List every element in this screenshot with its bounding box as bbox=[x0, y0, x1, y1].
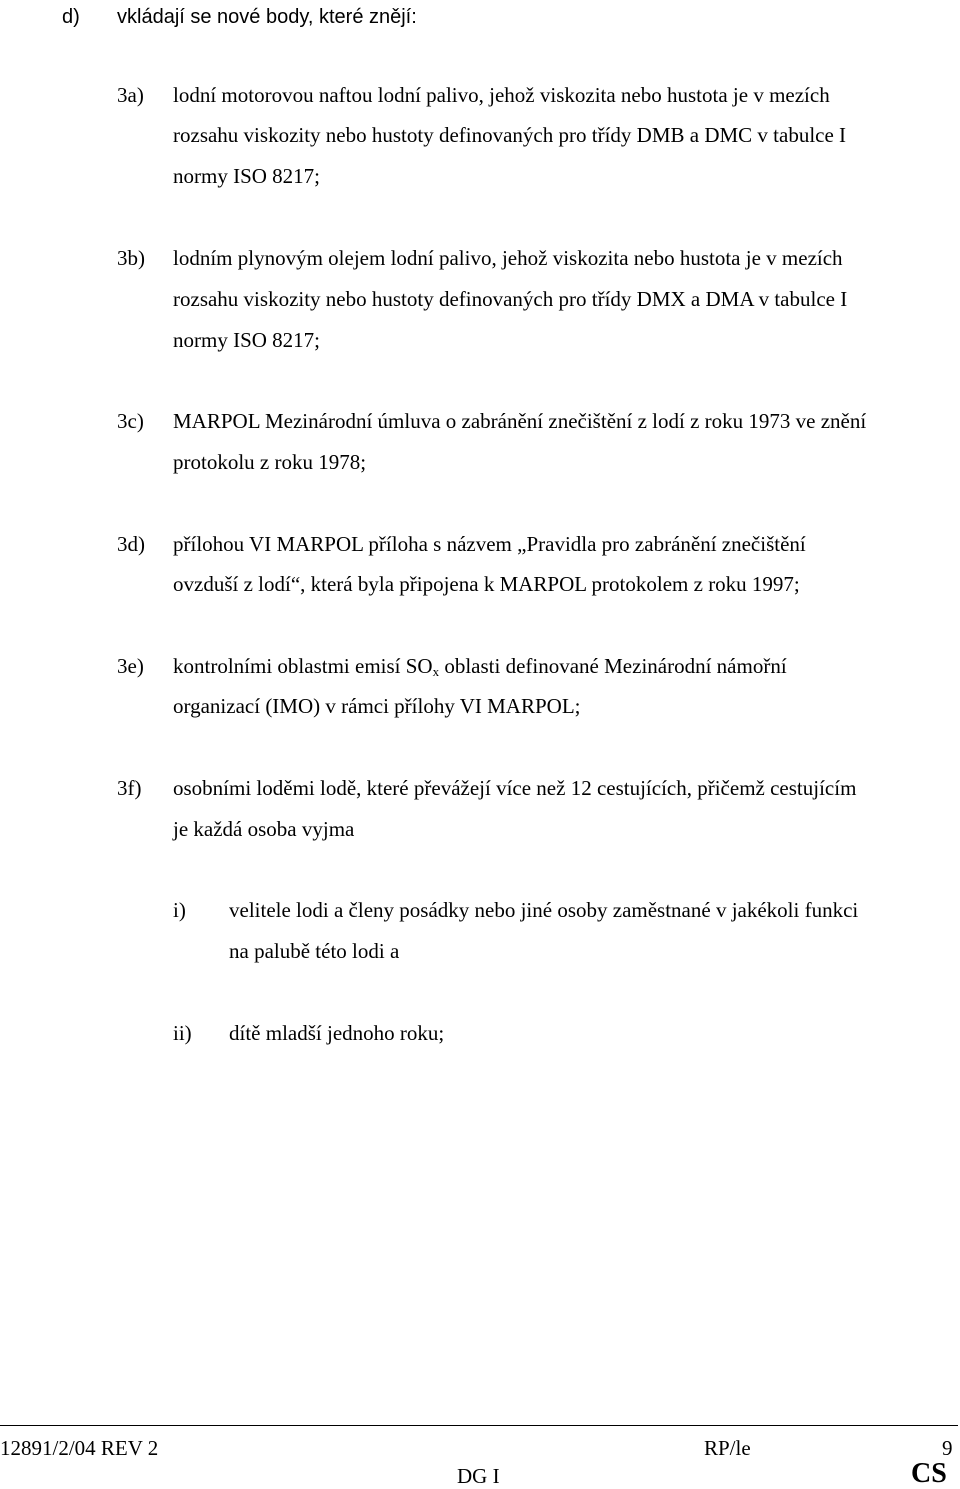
intro-text: vkládají se nové body, které znějí: bbox=[117, 6, 417, 28]
footer-doc-ref: 12891/2/04 REV 2 bbox=[0, 1436, 159, 1460]
item-3e-line-1-before: kontrolními oblastmi emisí SO bbox=[173, 654, 433, 678]
item-3e-subscript: x bbox=[432, 664, 440, 679]
subitem-i-line-1: velitele lodi a členy posádky nebo jiné osoby zaměstnané v jakékoli funkci bbox=[229, 898, 859, 922]
item-3a-line-3: normy ISO 8217; bbox=[173, 164, 320, 188]
item-3c-line-2: protokolu z roku 1978; bbox=[173, 450, 367, 474]
item-3f-line-1: osobními loděmi lodě, které převážejí více než 12 cestujících, přičemž cestujícím bbox=[173, 776, 857, 800]
subitem-i-marker: i) bbox=[173, 898, 186, 922]
subitem-i-line-2: na palubě této lodi a bbox=[229, 939, 400, 963]
item-3a-marker: 3a) bbox=[117, 83, 144, 107]
item-3b-line-3: normy ISO 8217; bbox=[173, 328, 320, 352]
subitem-ii-line-1: dítě mladší jednoho roku; bbox=[229, 1021, 445, 1045]
item-3e-line-1 bbox=[173, 654, 787, 678]
item-3c-marker: 3c) bbox=[117, 409, 144, 433]
item-3d-marker: 3d) bbox=[117, 532, 145, 556]
item-3c-line-1: MARPOL Mezinárodní úmluva o zabránění znečištění z lodí z roku 1973 ve znění bbox=[173, 409, 867, 433]
footer-rule bbox=[0, 1425, 958, 1426]
footer-page-number: 9 bbox=[942, 1436, 953, 1460]
item-3e-line-2: organizací (IMO) v rámci přílohy VI MARPOL; bbox=[173, 694, 581, 718]
item-3b-marker: 3b) bbox=[117, 246, 145, 270]
footer-directorate: DG I bbox=[457, 1464, 500, 1488]
footer-language: CS bbox=[911, 1458, 947, 1489]
item-3b-line-1: lodním plynovým olejem lodní palivo, jehož viskozita nebo hustota je v mezích bbox=[173, 246, 843, 270]
footer-initials: RP/le bbox=[704, 1436, 751, 1460]
item-3a-line-2: rozsahu viskozity nebo hustoty definovaných pro třídy DMB a DMC v tabulce I bbox=[173, 123, 847, 147]
item-3e-marker: 3e) bbox=[117, 654, 144, 678]
item-3b-line-2: rozsahu viskozity nebo hustoty definovaných pro třídy DMX a DMA v tabulce I bbox=[173, 287, 848, 311]
intro-marker: d) bbox=[62, 6, 80, 28]
item-3d-line-1: přílohou VI MARPOL příloha s názvem „Pravidla pro zabránění znečištění bbox=[173, 532, 806, 556]
item-3d-line-2: ovzduší z lodí“, která byla připojena k MARPOL protokolem z roku 1997; bbox=[173, 572, 800, 596]
item-3a-line-1: lodní motorovou naftou lodní palivo, jehož viskozita nebo hustota je v mezích bbox=[173, 83, 830, 107]
subitem-ii-marker: ii) bbox=[173, 1021, 192, 1045]
item-3f-marker: 3f) bbox=[117, 776, 142, 800]
item-3e-line-1-after: oblasti definované Mezinárodní námořní bbox=[439, 654, 787, 678]
item-3f-line-2: je každá osoba vyjma bbox=[173, 817, 355, 841]
